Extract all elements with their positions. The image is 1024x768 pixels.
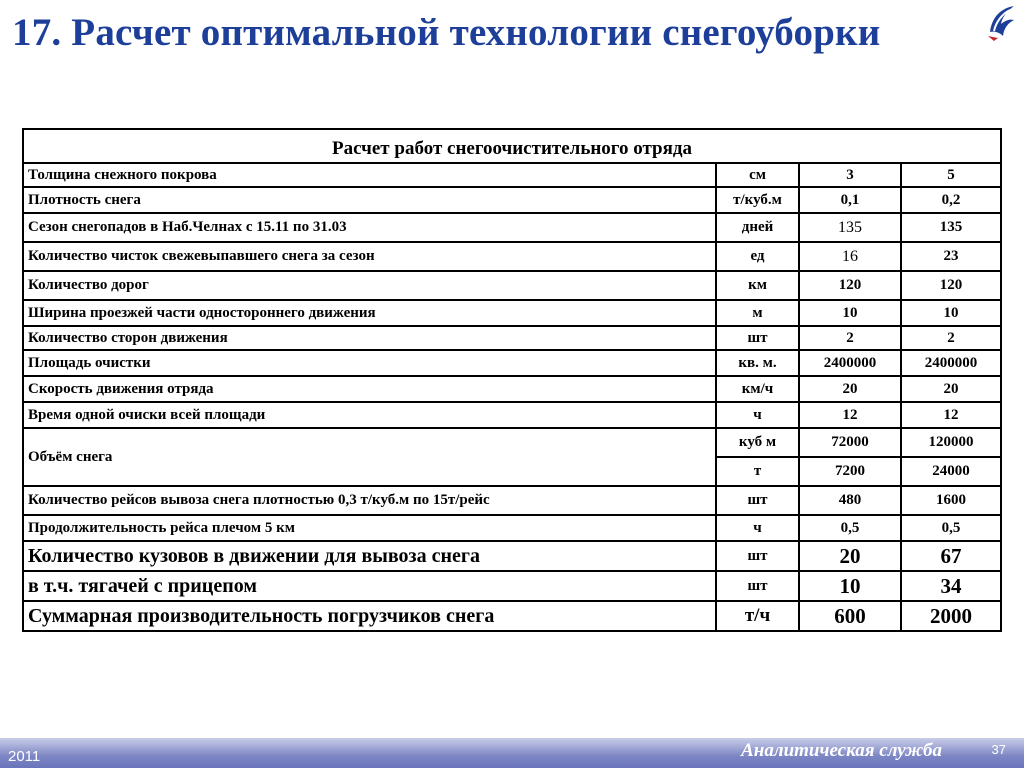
row-value-2: 5 xyxy=(901,163,1001,187)
row-label: Продолжительность рейса плечом 5 км xyxy=(23,515,716,541)
row-value-2: 23 xyxy=(901,242,1001,271)
footer-service-name: Аналитическая служба xyxy=(741,740,942,761)
footer-year: 2011 xyxy=(8,748,41,765)
row-value-1: 20 xyxy=(799,376,901,402)
row-label: Ширина проезжей части одностороннего движения xyxy=(23,300,716,326)
snow-removal-table xyxy=(22,128,1002,632)
row-unit: т xyxy=(716,457,799,486)
row-unit: см xyxy=(716,163,799,187)
row-unit: шт xyxy=(716,326,799,350)
row-value-2: 20 xyxy=(901,376,1001,402)
row-value-1: 480 xyxy=(799,486,901,515)
row-value-2: 1600 xyxy=(901,486,1001,515)
row-value-2: 120000 xyxy=(901,428,1001,457)
table-row xyxy=(23,571,1001,601)
row-unit: т/куб.м xyxy=(716,187,799,213)
row-unit: м xyxy=(716,300,799,326)
table-row xyxy=(23,515,1001,541)
row-unit: шт xyxy=(716,571,799,601)
row-value-2: 0,2 xyxy=(901,187,1001,213)
row-value-2: 2 xyxy=(901,326,1001,350)
row-label: Скорость движения отряда xyxy=(23,376,716,402)
slide-title: 17. Расчет оптимальной технологии снегоуборки xyxy=(12,11,881,54)
row-label: Количество рейсов вывоза снега плотностью 0,3 т/куб.м по 15т/рейс xyxy=(23,486,716,515)
row-label: Суммарная производительность погрузчиков снега xyxy=(23,601,716,631)
row-label: Толщина снежного покрова xyxy=(23,163,716,187)
row-label: Площадь очистки xyxy=(23,350,716,376)
row-value-1: 16 xyxy=(799,242,901,271)
row-value-2: 10 xyxy=(901,300,1001,326)
row-unit: т/ч xyxy=(716,601,799,631)
row-label: Сезон снегопадов в Наб.Челнах с 15.11 по 31.03 xyxy=(23,213,716,242)
table-row xyxy=(23,486,1001,515)
row-value-1: 2 xyxy=(799,326,901,350)
row-unit: км xyxy=(716,271,799,300)
row-label: Количество кузовов в движении для вывоза снега xyxy=(23,541,716,571)
row-value-1: 12 xyxy=(799,402,901,428)
row-label: Количество сторон движения xyxy=(23,326,716,350)
row-label: Количество чисток свежевыпавшего снега за сезон xyxy=(23,242,716,271)
row-value-2: 12 xyxy=(901,402,1001,428)
row-unit: шт xyxy=(716,486,799,515)
row-value-1: 2400000 xyxy=(799,350,901,376)
row-label: Объём снега xyxy=(23,428,716,486)
row-value-2: 34 xyxy=(901,571,1001,601)
row-value-2: 24000 xyxy=(901,457,1001,486)
footer-band xyxy=(0,738,1024,768)
row-unit: ч xyxy=(716,515,799,541)
row-unit: км/ч xyxy=(716,376,799,402)
row-value-1: 0,5 xyxy=(799,515,901,541)
row-label: Время одной очиски всей площади xyxy=(23,402,716,428)
table-row xyxy=(23,428,1001,457)
row-unit: куб м xyxy=(716,428,799,457)
table-caption: Расчет работ снегоочистительного отряда xyxy=(23,129,1001,163)
table-row xyxy=(23,300,1001,326)
row-value-1: 10 xyxy=(799,571,901,601)
table-row xyxy=(23,541,1001,571)
table-row xyxy=(23,376,1001,402)
row-value-1: 7200 xyxy=(799,457,901,486)
table-row xyxy=(23,326,1001,350)
row-unit: ч xyxy=(716,402,799,428)
row-value-1: 600 xyxy=(799,601,901,631)
row-label: Плотность снега xyxy=(23,187,716,213)
table-row xyxy=(23,187,1001,213)
row-value-2: 120 xyxy=(901,271,1001,300)
row-unit: ед xyxy=(716,242,799,271)
table-row xyxy=(23,213,1001,242)
row-value-1: 10 xyxy=(799,300,901,326)
row-value-1: 20 xyxy=(799,541,901,571)
row-value-2: 2000 xyxy=(901,601,1001,631)
row-value-1: 3 xyxy=(799,163,901,187)
company-logo-icon xyxy=(984,2,1018,42)
table-row xyxy=(23,402,1001,428)
row-value-1: 0,1 xyxy=(799,187,901,213)
row-label: Количество дорог xyxy=(23,271,716,300)
row-unit: кв. м. xyxy=(716,350,799,376)
row-value-2: 2400000 xyxy=(901,350,1001,376)
table-row xyxy=(23,271,1001,300)
calculation-table-container xyxy=(22,128,1000,632)
row-value-1: 72000 xyxy=(799,428,901,457)
row-value-1: 120 xyxy=(799,271,901,300)
table-row xyxy=(23,163,1001,187)
row-value-2: 67 xyxy=(901,541,1001,571)
row-unit: дней xyxy=(716,213,799,242)
table-row xyxy=(23,242,1001,271)
row-unit: шт xyxy=(716,541,799,571)
table-row xyxy=(23,601,1001,631)
table-row xyxy=(23,350,1001,376)
row-value-2: 0,5 xyxy=(901,515,1001,541)
row-value-1: 135 xyxy=(799,213,901,242)
page-number: 37 xyxy=(991,742,1006,757)
row-value-2: 135 xyxy=(901,213,1001,242)
row-label: в т.ч. тягачей с прицепом xyxy=(23,571,716,601)
